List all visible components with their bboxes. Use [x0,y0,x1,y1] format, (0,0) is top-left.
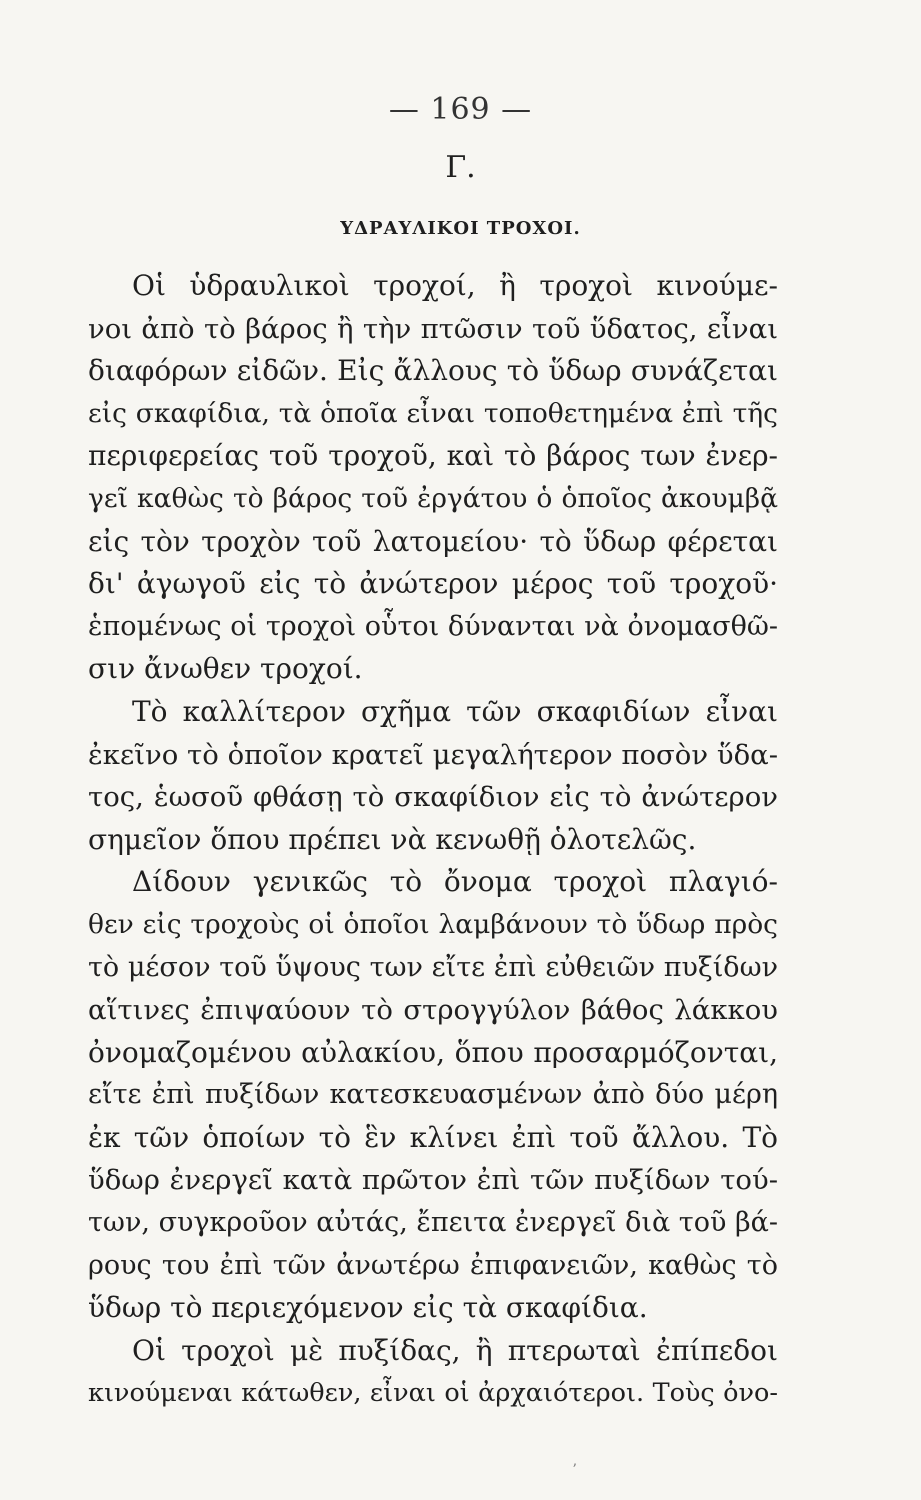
text-line: των, συγκροῦον αὐτάς, ἔπειτα ἐνεργεῖ διὰ τοῦ βά- [88,1207,778,1239]
body-text [88,265,778,1415]
text-line: περιφερείας τοῦ τροχοῦ, καὶ τὸ βάρος των ἐνερ- [88,439,778,473]
text-line: ὀνομαζομένου αὐλακίου, ὅπου προσαρμόζονται, [88,1035,778,1069]
text-line: τὸ μέσον τοῦ ὕψους των εἴτε ἐπὶ εὐθειῶν πυξίδων [88,951,778,983]
text-line: ὕδωρ ἐνεργεῖ κατὰ πρῶτον ἐπὶ τῶν πυξίδων τού- [88,1164,778,1197]
text-line: σιν ἄνωθεν τροχοί. [88,652,363,686]
text-line: ἐκεῖνο τὸ ὁποῖον κρατεῖ μεγαλήτερον ποσὸν ὕδα- [88,738,778,771]
text-line: σημεῖον ὅπου πρέπει νὰ κενωθῇ ὁλοτελῶς. [88,822,697,856]
text-line: ἐκ τῶν ὁποίων τὸ ἓν κλίνει ἐπὶ τοῦ ἄλλου. Τὸ [88,1120,778,1154]
text-line: αἵτινες ἐπιψαύουν τὸ στρογγύλον βάθος λάκκου [88,994,778,1027]
text-line: εἴτε ἐπὶ πυξίδων κατεσκευασμένων ἀπὸ δύο μέρη [88,1079,778,1111]
chapter-title: ΥΔΡΑΥΛΙΚΟΙ ΤΡΟΧΟΙ. [340,218,581,239]
text-line: θεν εἰς τροχοὺς οἱ ὁποῖοι λαμβάνουν τὸ ὕδωρ πρὸς [88,908,778,940]
text-line: γεῖ καθὼς τὸ βάρος τοῦ ἐργάτου ὁ ὁποῖος ἀκουμβᾷ [88,482,778,514]
text-line: διαφόρων εἰδῶν. Εἰς ἄλλους τὸ ὕδωρ συνάζεται [88,354,778,388]
text-line: ἑπομένως οἱ τροχοὶ οὗτοι δύνανται νὰ ὀνομασθῶ- [88,610,778,642]
section-letter: Γ. [445,150,476,185]
footer-mark: ʼ [572,1462,577,1478]
text-line: δι' ἀγωγοῦ εἰς τὸ ἀνώτερον μέρος τοῦ τροχοῦ· [88,567,778,601]
text-line: κινούμεναι κάτωθεν, εἶναι οἱ ἀρχαιότεροι. Τοὺς ὀνο- [88,1378,778,1409]
text-line: Οἱ τροχοὶ μὲ πυξίδας, ἢ πτερωταὶ ἐπίπεδοι [132,1333,778,1367]
text-line: εἰς σκαφίδια, τὰ ὁποῖα εἶναι τοποθετημένα ἐπὶ τῆς [88,397,778,429]
text-line: Τὸ καλλίτερον σχῆμα τῶν σκαφιδίων εἶναι [132,694,778,728]
page-number: — 169 — [388,92,533,127]
text-line: τος, ἑωσοῦ φθάσῃ τὸ σκαφίδιον εἰς τὸ ἀνώτερον [88,781,778,814]
text-line: ρους του ἐπὶ τῶν ἀνωτέρω ἐπιφανειῶν, καθὼς τὸ [88,1249,778,1281]
text-line: Δίδουν γενικῶς τὸ ὄνομα τροχοὶ πλαγιό- [132,865,778,899]
text-line: νοι ἀπὸ τὸ βάρος ἢ τὴν πτῶσιν τοῦ ὕδατος, εἶναι [88,312,778,345]
text-line: εἰς τὸν τροχὸν τοῦ λατομείου· τὸ ὕδωρ φέρεται [88,524,778,558]
text-line: Οἱ ὑδραυλικοὶ τροχοί, ἢ τροχοὶ κινούμε- [132,269,778,302]
text-line: ὕδωρ τὸ περιεχόμενον εἰς τὰ σκαφίδια. [88,1291,648,1325]
